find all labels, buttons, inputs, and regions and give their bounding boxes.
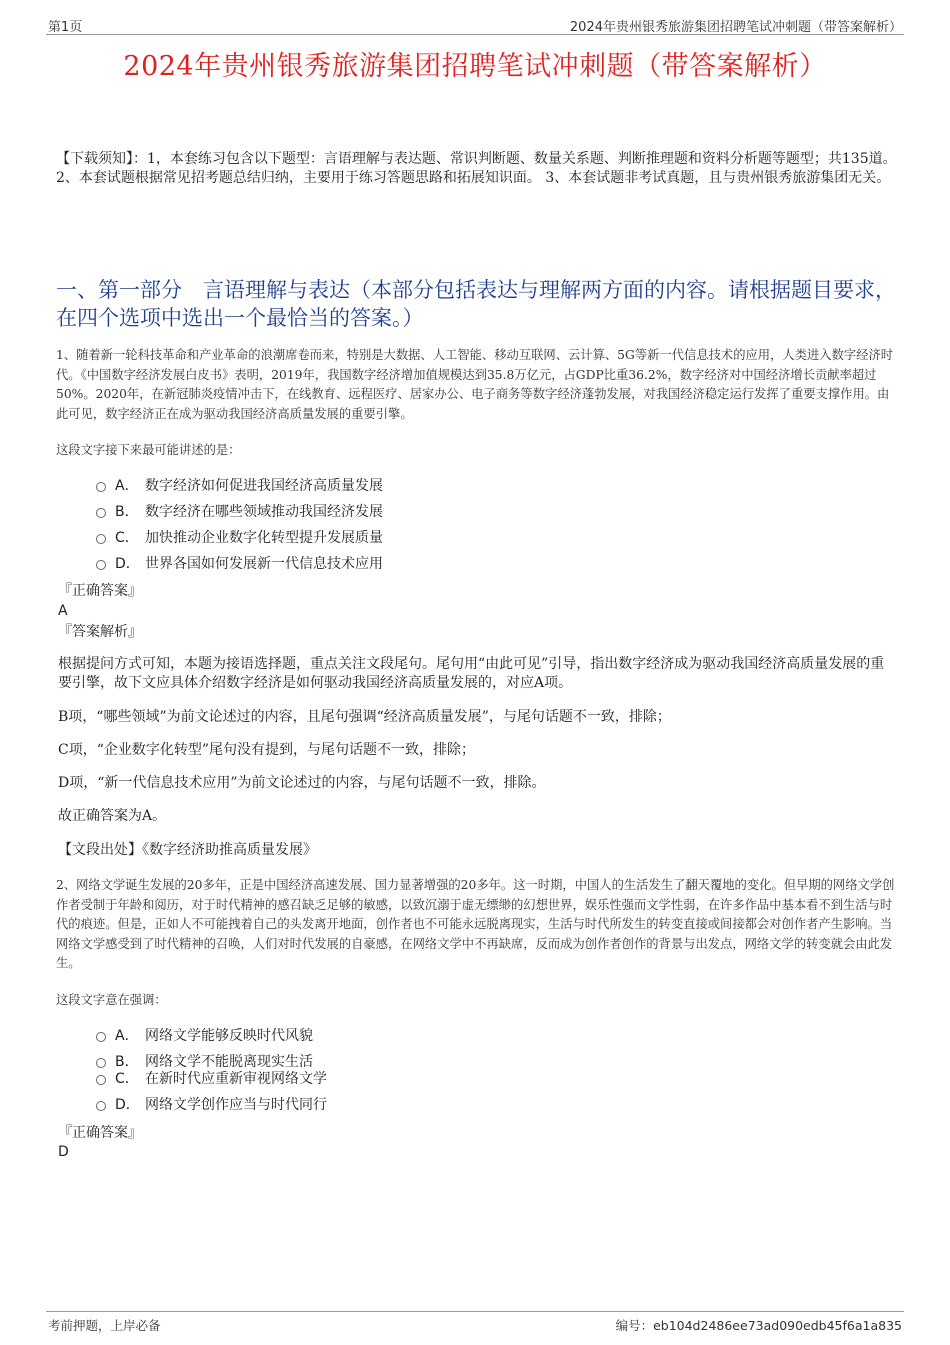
q1-answer-label: 『正确答案』 [58,583,142,599]
q1-analysis-paragraph: C项，“企业数字化转型”尾句没有提到，与尾句话题不一致，排除； [58,742,476,758]
q1-analysis-paragraph: D项，“新一代信息技术应用”为前文论述过的内容，与尾句话题不一致，排除。 [58,775,546,791]
question-2-text: 2、网络文学诞生发展的20多年，正是中国经济高速发展、国力显著增强的20多年。这一时期，中国人的生活发生了翻天覆地的变化。但早期的网络文学创作者受制于年龄和阅历，对于时代精神的感召缺乏足够的敏感，以致沉溺于虚无缥缈的幻想世界，娱乐性强而文学性弱，在许多作品中基本看不到生活与时代的痕迹。但是，正如人不可能拽着自己的头发离开地面，创作者也不可能永远脱离现实，生活与时代所发生的转变直接或间接都会对创作者产生影响。当网络文学感受到了时代精神的召唤，人们对时代发展的自豪感，在网络文学中不再缺席，反而成为创作者创作的背景与出发点，网络文学的转变就会由此发生。 [56,878,895,970]
radio-icon[interactable] [96,1101,106,1111]
q1-analysis-label: 『答案解析』 [58,624,142,640]
q2-answer-label: 『正确答案』 [58,1125,142,1141]
footer-code: 编号：eb104d2486ee73ad090edb45f6a1a835 [615,1318,902,1333]
q1-option-c[interactable]: C． 加快推动企业数字化转型提升发展质量 [96,528,496,548]
radio-icon[interactable] [96,560,106,570]
radio-icon[interactable] [96,1032,106,1042]
question-2-stem: 这段文字意在强调： [56,993,167,1007]
radio-icon[interactable] [96,1058,106,1068]
page-number: 第1页 [48,20,83,35]
q1-option-b[interactable]: B． 数字经济在哪些领域推动我国经济发展 [96,502,496,522]
section-title: 一、第一部分 言语理解与表达（本部分包括表达与理解两方面的内容。请根据题目要求，在四个选项中选出一个最恰当的答案。） [56,278,896,330]
page-header [46,14,904,35]
radio-icon[interactable] [96,1075,106,1085]
q1-option-d[interactable]: D． 世界各国如何发展新一代信息技术应用 [96,554,496,574]
question-1-text: 1、随着新一轮科技革命和产业革命的浪潮席卷而来，特别是大数据、人工智能、移动互联网、云计算、5G等新一代信息技术的应用，人类进入数字经济时代。《中国数字经济发展白皮书》表明，2019年，我国数字经济增加值规模达到35.8万亿元，占GDP比重36.2%，数字经济对中国经济增长贡献率超过50%。2020年，在新冠肺炎疫情冲击下，在线教育、远程医疗、居家办公、电子商务等数字经济蓬勃发展，对我国经济稳定运行发挥了重要支撑作用。由此可见，数字经济正在成为驱动我国经济高质量发展的重要引擎。 [56,348,894,421]
radio-icon[interactable] [96,482,106,492]
radio-icon[interactable] [96,508,106,518]
q2-answer: D [58,1144,69,1160]
radio-icon[interactable] [96,534,106,544]
footer-slogan: 考前押题，上岸必备 [48,1318,161,1333]
q1-option-a[interactable]: A． 数字经济如何促进我国经济高质量发展 [96,476,496,496]
q1-analysis-paragraph: 根据提问方式可知，本题为接语选择题，重点关注文段尾句。尾句用“由此可见”引导，指出数字经济成为驱动我国经济高质量发展的重要引擎，故下文应具体介绍数字经济是如何驱动我国经济高质量发展的，对应A项。 [58,656,885,691]
page-footer [46,1311,904,1336]
question-1-stem: 这段文字接下来最可能讲述的是： [56,443,241,457]
document-title: 2024年贵州银秀旅游集团招聘笔试冲刺题（带答案解析） [123,51,827,82]
q1-source: 【文段出处】《数字经济助推高质量发展》 [58,842,317,858]
q2-option-b[interactable]: B． 网络文学不能脱离现实生活 [96,1052,496,1072]
header-doc-title: 2024年贵州银秀旅游集团招聘笔试冲刺题（带答案解析） [569,20,902,35]
q2-option-a[interactable]: A． 网络文学能够反映时代风貌 [96,1026,496,1046]
q1-analysis-paragraph: 故正确答案为A。 [58,808,167,824]
download-notice: 【下载须知】：1，本套练习包含以下题型：言语理解与表达题、常识判断题、数量关系题、判断推理题和资料分析题等题型；共135道。 2、本套试题根据常见招考题总结归纳，主要用于练习答题思路和拓展知识面。 3、本套试题非考试真题，且与贵州银秀旅游集团无关。 [56,151,897,186]
q1-answer: A [58,603,68,619]
q2-option-c[interactable]: C． 在新时代应重新审视网络文学 [96,1069,496,1089]
q2-option-d[interactable]: D． 网络文学创作应当与时代同行 [96,1095,496,1115]
q1-analysis-paragraph: B项，“哪些领域”为前文论述过的内容，且尾句强调“经济高质量发展”，与尾句话题不一致，排除； [58,709,671,725]
